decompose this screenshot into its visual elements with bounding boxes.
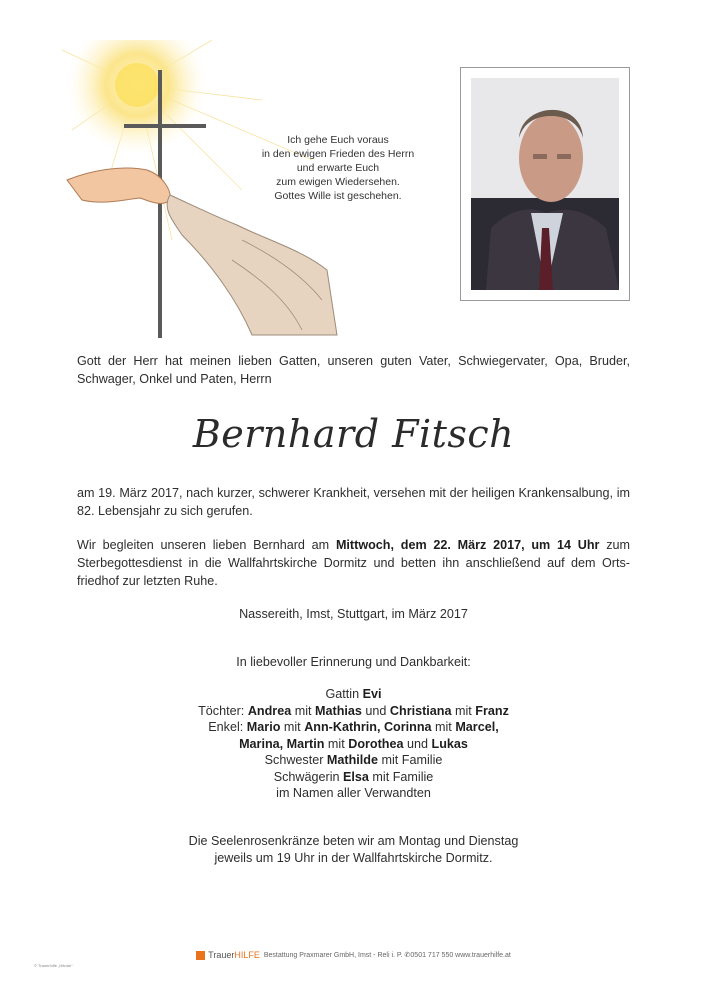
- family-name: Mathias: [315, 703, 362, 718]
- memory-line: In liebevoller Erinnerung und Dankbarkeit:: [236, 655, 471, 669]
- family-name: Andrea: [247, 703, 292, 718]
- family-name: Christiana: [389, 703, 452, 718]
- poem-line: zum ewigen Wiedersehen.: [276, 176, 400, 188]
- trauerhilfe-logo-icon: [196, 951, 205, 960]
- family-name: Evi: [362, 687, 382, 701]
- rosary-line: jeweils um 19 Uhr in der Wallfahrtskirche Dormitz.: [214, 850, 493, 865]
- portrait-photo: [460, 67, 630, 301]
- family-text: mit: [280, 720, 305, 734]
- family-text: mit Familie: [368, 769, 434, 784]
- poem-line: und erwarte Euch: [296, 162, 380, 174]
- family-text: mit Familie: [378, 753, 443, 767]
- footer-brand: [208, 950, 260, 960]
- family-text: Schwägerin: [273, 769, 343, 784]
- family-line-relatives: im Namen aller Verwandten: [276, 786, 431, 800]
- funeral-text-before: Wir begleiten unseren lieben Bernhard am: [77, 538, 336, 552]
- family-name: Marcel,: [455, 720, 499, 734]
- poem-line: Gottes Wille ist geschehen.: [274, 190, 402, 202]
- family-name: Lukas: [431, 736, 468, 751]
- image-credit: © Trauerhilfe „Hände“: [34, 963, 73, 968]
- family-line-grandchildren: [0, 719, 707, 736]
- rosary-line: Die Seelenrosenkränze beten wir am Montag und Dienstag: [188, 834, 519, 848]
- poem: [228, 133, 448, 203]
- poem-line: Ich gehe Euch voraus: [287, 134, 389, 146]
- family-text: Töchter:: [198, 703, 248, 718]
- footer: [0, 950, 707, 960]
- passing-text: am 19. März 2017, nach kurzer, schwerer Krankheit, versehen mit der heiligen Krankensalbung, im 82. Lebensjahr zu sich gerufen.: [77, 486, 630, 518]
- family-line-sister-in-law: [0, 769, 707, 786]
- portrait-image: [471, 78, 619, 290]
- place-date: Nassereith, Imst, Stuttgart, im März 2017: [239, 607, 468, 621]
- family-text: mit: [451, 703, 476, 718]
- family-text: Schwester: [264, 753, 327, 767]
- family-text: mit: [431, 720, 456, 734]
- funeral-date: Mittwoch, dem 22. März 2017, um 14 Uhr: [335, 538, 600, 552]
- rosary-notice: [0, 833, 707, 866]
- deceased-name: Bernhard Fitsch: [192, 412, 515, 456]
- family-name: Ann-Kathrin, Corinna: [304, 720, 432, 734]
- hand-left: [67, 168, 170, 203]
- family-name: Franz: [475, 703, 509, 718]
- family-name: Marina, Martin: [239, 736, 325, 751]
- family-text: Gattin: [325, 687, 363, 701]
- intro-text: Gott der Herr hat meinen lieben Gatten, unseren guten Vater, Schwiegervater, Opa, Bruder, Schwager, Onkel und Paten, Herrn: [77, 354, 630, 386]
- family-text: Enkel:: [208, 720, 247, 734]
- family-text: und: [403, 736, 432, 751]
- family-name: Dorothea: [348, 736, 404, 751]
- hand-right: [167, 195, 337, 335]
- family-text: mit: [291, 703, 315, 718]
- family-list: [0, 686, 707, 802]
- funeral-text-after: zum Sterbegottesdienst in die Wallfahrtskirche Dormitz und betten ihn anschließend auf dem Orts-friedhof zur letzten Ruhe.: [77, 538, 630, 588]
- footer-contact: Bestattung Praxmarer GmbH, Imst - Reli i. P. ✆0501 717 550 www.trauerhilfe.at: [263, 952, 511, 959]
- family-name: Mario: [246, 720, 281, 734]
- family-line-daughters: [0, 703, 707, 720]
- family-name: Mathilde: [326, 753, 378, 767]
- family-text: und: [361, 703, 390, 718]
- family-line-sister: [0, 752, 707, 769]
- family-name: Elsa: [343, 769, 369, 784]
- footer-brand-b: HILFE: [234, 950, 260, 960]
- family-line-grandchildren-2: [0, 736, 707, 753]
- family-text: mit: [324, 736, 349, 751]
- funeral-text: [77, 536, 630, 590]
- poem-line: in den ewigen Frieden des Herrn: [261, 148, 415, 160]
- footer-brand-a: Trauer: [208, 950, 235, 960]
- family-line-spouse: [0, 686, 707, 703]
